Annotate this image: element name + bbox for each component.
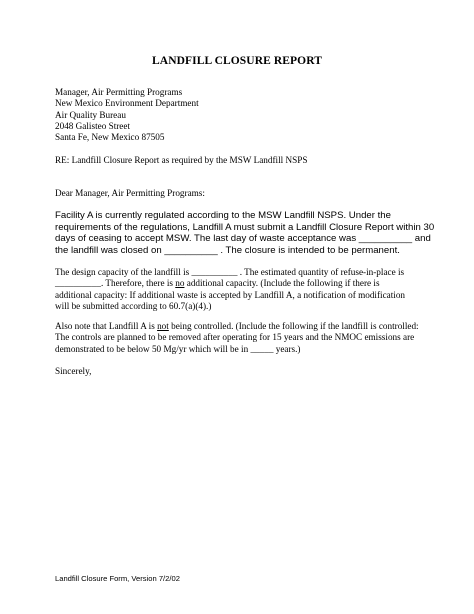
paragraph-facility-status xyxy=(55,210,435,256)
underlined-word: no xyxy=(175,278,185,289)
paragraph-line: the landfill was closed on __________ . The closure is intended to be permanent. xyxy=(55,244,400,256)
salutation: Dear Manager, Air Permitting Programs: xyxy=(55,188,205,198)
address-line: 2048 Galisteo Street xyxy=(55,120,131,131)
recipient-address xyxy=(55,87,425,143)
address-line: Santa Fe, New Mexico 87505 xyxy=(55,132,165,143)
paragraph-line: requirements of the regulations, Landfill A must submit a Landfill Closure Report within 30 xyxy=(55,221,435,233)
paragraph-text: additional capacity. (Include the following if there is xyxy=(184,278,380,289)
paragraph-capacity xyxy=(55,267,425,312)
paragraph-line: The design capacity of the landfill is __________ . The estimated quantity of refuse-in-place is xyxy=(55,267,405,277)
paragraph-control xyxy=(55,321,425,355)
paragraph-line: additional capacity: If additional waste is accepted by Landfill A, a notification of modification xyxy=(55,289,406,300)
paragraph-text: being controlled. (Include the following if the landfill is controlled: xyxy=(168,321,419,331)
document-title: LANDFILL CLOSURE REPORT xyxy=(152,55,322,67)
closing: Sincerely, xyxy=(55,366,92,376)
paragraph-text: __________. Therefore, there is xyxy=(55,278,176,289)
address-line: Air Quality Bureau xyxy=(55,109,126,120)
paragraph-text: Also note that Landfill A is xyxy=(55,321,158,331)
paragraph-line: days of ceasing to accept MSW. The last day of waste acceptance was __________ and xyxy=(55,233,431,244)
paragraph-line: demonstrated to be below 50 Mg/yr which will be in _____ years.) xyxy=(55,343,301,354)
underlined-word: not xyxy=(157,321,169,331)
subject-line: RE: Landfill Closure Report as required by the MSW Landfill NSPS xyxy=(55,155,308,165)
paragraph-line: The controls are planned to be removed after operating for 15 years and the NMOC emissions are xyxy=(55,332,415,343)
paragraph-line: will be submitted according to 60.7(a)(4).) xyxy=(55,300,212,311)
address-line: New Mexico Environment Department xyxy=(55,98,199,109)
footer-version: Landfill Closure Form, Version 7/2/02 xyxy=(55,574,180,583)
paragraph-line xyxy=(55,321,425,332)
paragraph-line xyxy=(55,278,425,289)
paragraph-line: Facility A is currently regulated according to the MSW Landfill NSPS. Under the xyxy=(55,210,391,221)
address-line: Manager, Air Permitting Programs xyxy=(55,87,183,97)
